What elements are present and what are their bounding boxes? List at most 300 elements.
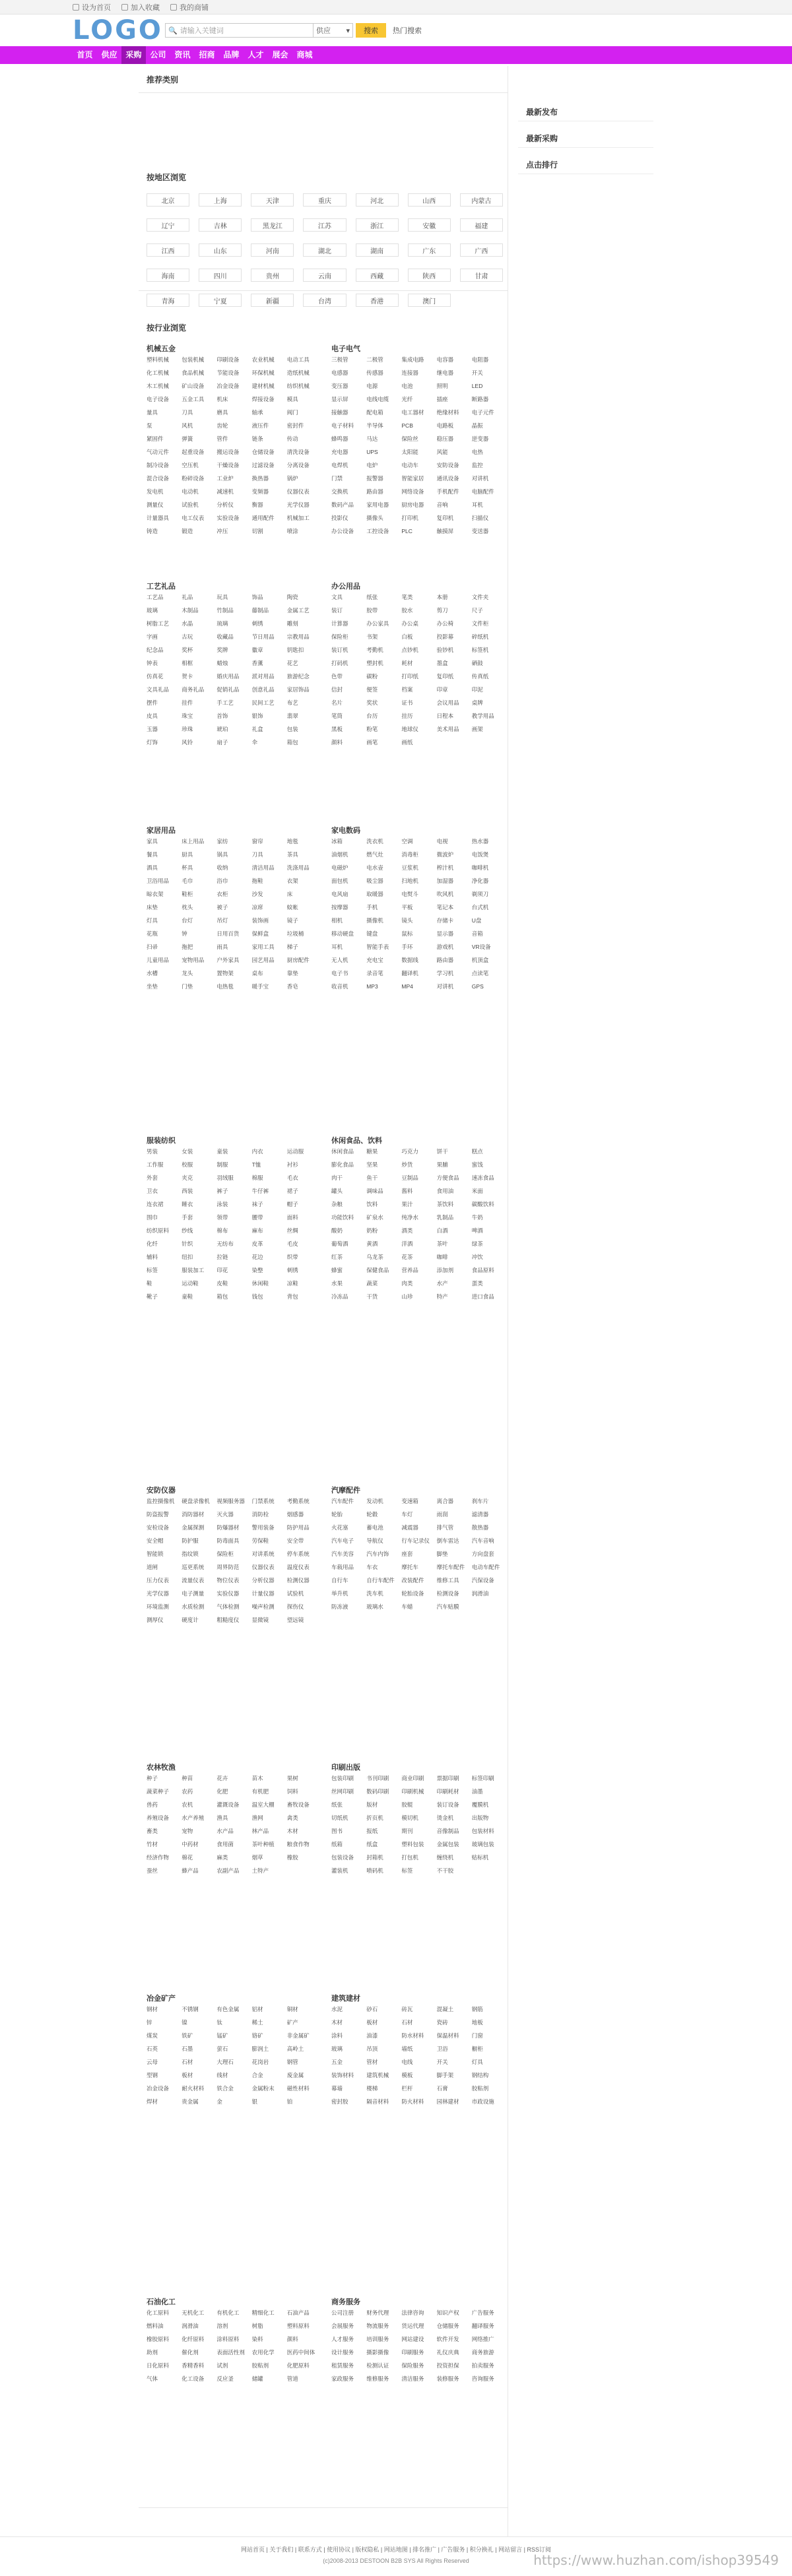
category-link[interactable]: 中药材 (182, 1841, 199, 1848)
category-link[interactable]: 拖把 (182, 944, 193, 950)
category-link[interactable]: 文件柜 (471, 620, 489, 627)
category-link[interactable]: 智能手表 (366, 944, 389, 950)
category-link[interactable]: 票据印刷 (436, 1775, 459, 1782)
category-link[interactable]: 喷涂 (286, 528, 298, 534)
category-link[interactable]: 办公桌 (401, 620, 418, 627)
category-link[interactable]: 特产 (436, 1293, 448, 1300)
category-link[interactable]: 刀具 (182, 409, 193, 416)
category-link[interactable]: 知识产权 (436, 2309, 459, 2316)
category-link[interactable]: 羽绒服 (216, 1175, 234, 1181)
category-link[interactable]: 锰矿 (216, 2032, 228, 2039)
category-link[interactable]: 电阻器 (471, 356, 489, 363)
category-link[interactable]: 种苗 (182, 1775, 193, 1782)
category-link[interactable]: 键盘 (366, 930, 378, 937)
category-link[interactable]: 本册 (436, 594, 448, 600)
nav-item[interactable]: 商城 (296, 50, 313, 59)
category-link[interactable]: 色带 (331, 673, 343, 680)
category-link[interactable]: 不锈钢 (182, 2006, 199, 2012)
category-link[interactable]: 鼠标 (401, 930, 413, 937)
category-link[interactable]: 美术用品 (436, 726, 459, 732)
area-item[interactable]: 澳门 (408, 294, 451, 307)
category-link[interactable]: 香薰 (251, 660, 263, 666)
nav-item[interactable]: 供应 (101, 50, 117, 59)
category-link[interactable]: 噪声检测 (251, 1603, 275, 1610)
category-link[interactable]: 净化器 (471, 878, 489, 884)
area-item[interactable]: 香港 (356, 294, 399, 307)
category-link[interactable]: 字画 (147, 633, 158, 640)
category-link[interactable]: 毛衣 (286, 1175, 298, 1181)
category-link[interactable]: 进口食品 (471, 1293, 494, 1300)
category-link[interactable]: 宠物 (182, 1828, 193, 1834)
category-link[interactable]: 电路板 (436, 422, 454, 429)
category-link[interactable]: 包装材料 (471, 1828, 494, 1834)
category-link[interactable]: 电子元件 (471, 409, 494, 416)
category-link[interactable]: 钛 (216, 2019, 222, 2026)
category-link[interactable]: 智能家居 (401, 475, 424, 482)
category-link[interactable]: 仓储服务 (436, 2323, 459, 2329)
category-link[interactable]: 奖杯 (182, 647, 193, 653)
area-item[interactable]: 贵州 (251, 269, 294, 282)
category-link[interactable]: 传真纸 (471, 673, 489, 680)
category-link[interactable]: 乳制品 (436, 1214, 454, 1221)
category-link[interactable]: 硬度计 (182, 1617, 199, 1623)
category-link[interactable]: 拍卖服务 (471, 2362, 494, 2369)
category-link[interactable]: 胶辊 (401, 1801, 413, 1808)
category-link[interactable]: 化纤原料 (182, 2336, 205, 2342)
category-link[interactable]: 家政服务 (331, 2375, 354, 2382)
search-button[interactable]: 搜索 (356, 23, 386, 38)
category-link[interactable]: 管道 (286, 2375, 298, 2382)
category-link[interactable]: 灯具 (147, 917, 158, 924)
category-link[interactable]: 养殖设备 (147, 1815, 170, 1821)
category-link[interactable]: 充电宝 (366, 957, 383, 963)
category-link[interactable]: 蚊帐 (286, 904, 298, 911)
category-link[interactable]: 黄酒 (366, 1240, 378, 1247)
category-link[interactable]: 渔具 (216, 1815, 228, 1821)
category-link[interactable]: 餐具 (147, 851, 158, 858)
industry-section-title[interactable]: 冶金矿产 (147, 1995, 176, 2003)
category-link[interactable]: 标签印刷 (471, 1775, 494, 1782)
category-link[interactable]: 装订 (331, 607, 343, 614)
category-link[interactable]: 画纸 (401, 739, 413, 746)
category-link[interactable]: GPS (471, 983, 484, 990)
category-link[interactable]: 坐垫 (147, 983, 158, 990)
category-link[interactable]: 汽车美容 (331, 1551, 354, 1557)
category-link[interactable]: 汽保设备 (471, 1577, 494, 1584)
category-link[interactable]: 橱柜 (471, 2045, 483, 2052)
category-link[interactable]: 睡衣 (182, 1201, 193, 1208)
category-link[interactable]: 油漆 (366, 2032, 378, 2039)
category-link[interactable]: 蛋类 (471, 1280, 483, 1287)
category-link[interactable]: 版材 (366, 1801, 378, 1808)
category-link[interactable]: 防水材料 (401, 2032, 424, 2039)
category-link[interactable]: 洋酒 (401, 1240, 413, 1247)
category-link[interactable]: 钟 (182, 930, 187, 937)
category-link[interactable]: 纸张 (331, 1801, 343, 1808)
category-link[interactable]: 粗糙度仪 (216, 1617, 240, 1623)
category-link[interactable]: 胶水 (401, 607, 413, 614)
category-link[interactable]: 商业印刷 (401, 1775, 424, 1782)
category-link[interactable]: 炒货 (401, 1161, 413, 1168)
category-link[interactable]: 饲料 (286, 1788, 298, 1795)
category-link[interactable]: 粮食作物 (286, 1841, 310, 1848)
category-link[interactable]: 速冻食品 (471, 1175, 494, 1181)
category-link[interactable]: 钢结构 (471, 2072, 489, 2078)
category-link[interactable]: 石材 (401, 2019, 413, 2026)
category-link[interactable]: 举升机 (331, 1590, 348, 1597)
category-link[interactable]: 马达 (366, 435, 378, 442)
category-link[interactable]: 商务礼品 (182, 686, 205, 693)
category-link[interactable]: 纺织原料 (147, 1227, 170, 1234)
category-link[interactable]: 帽子 (286, 1201, 298, 1208)
category-link[interactable]: 烫金机 (436, 1815, 454, 1821)
category-link[interactable]: 法律咨询 (401, 2309, 424, 2316)
category-link[interactable]: 咖啡机 (471, 864, 489, 871)
category-link[interactable]: 灭火器 (216, 1511, 234, 1518)
category-link[interactable]: 水产品 (216, 1828, 234, 1834)
category-link[interactable]: 冶金设备 (216, 383, 240, 389)
industry-section-title[interactable]: 印刷出版 (331, 1764, 360, 1772)
area-item[interactable]: 江苏 (303, 218, 346, 232)
category-link[interactable]: 手机 (366, 904, 378, 911)
category-link[interactable]: 沙发 (251, 891, 263, 897)
category-link[interactable]: 纸盒 (366, 1841, 378, 1848)
category-link[interactable]: 橡胶 (286, 1854, 298, 1861)
category-link[interactable]: 配电箱 (366, 409, 383, 416)
category-link[interactable]: 置物架 (216, 970, 234, 977)
category-link[interactable]: 方便食品 (436, 1175, 459, 1181)
category-link[interactable]: 奖状 (366, 699, 378, 706)
category-link[interactable]: 对讲机 (471, 475, 489, 482)
category-link[interactable]: 煤炭 (147, 2032, 158, 2039)
category-link[interactable]: 广告服务 (471, 2309, 494, 2316)
category-link[interactable]: 领带 (216, 1214, 228, 1221)
category-link[interactable]: 验钞机 (436, 647, 454, 653)
category-link[interactable]: 档案 (401, 686, 413, 693)
industry-section-title[interactable]: 服装纺织 (147, 1137, 176, 1145)
category-link[interactable]: 印花 (216, 1267, 228, 1273)
category-link[interactable]: 保健食品 (366, 1267, 389, 1273)
area-item[interactable]: 重庆 (303, 193, 346, 207)
category-link[interactable]: 台灯 (182, 917, 193, 924)
category-link[interactable]: 链条 (251, 435, 263, 442)
category-link[interactable]: 冲压 (216, 528, 228, 534)
category-link[interactable]: 裙子 (286, 1188, 298, 1194)
category-link[interactable]: 宗教用品 (286, 633, 310, 640)
category-link[interactable]: 食品原料 (471, 1267, 494, 1273)
category-link[interactable]: 碳酸饮料 (471, 1201, 494, 1208)
category-link[interactable]: 工作服 (147, 1161, 164, 1168)
category-link[interactable]: 运动鞋 (182, 1280, 199, 1287)
footer-links[interactable]: 网站首页 | 关于我们 | 联系方式 | 使用协议 | 版权隐私 | 网站地图 | 排名推广 | 广告服务 | 积分换礼 | 网站留言 | RSS订阅 (241, 2546, 551, 2553)
category-link[interactable]: 水晶 (182, 620, 193, 627)
category-link[interactable]: 楼梯 (366, 2085, 378, 2092)
category-link[interactable]: 啤酒 (471, 1227, 483, 1234)
category-link[interactable]: 电感器 (331, 370, 348, 376)
category-link[interactable]: 胶带 (366, 607, 378, 614)
category-link[interactable]: 空压机 (182, 462, 199, 468)
industry-section-title[interactable]: 家居用品 (147, 827, 176, 835)
category-link[interactable]: 茶具 (286, 851, 298, 858)
category-link[interactable]: 花瓶 (147, 930, 158, 937)
category-link[interactable]: 电水壶 (366, 864, 383, 871)
category-link[interactable]: 农药 (182, 1788, 193, 1795)
category-link[interactable]: 牛仔裤 (251, 1188, 269, 1194)
category-link[interactable]: 手机配件 (436, 488, 459, 495)
category-link[interactable]: 台式机 (471, 904, 489, 911)
category-link[interactable]: 风能 (436, 449, 448, 455)
category-link[interactable]: 塑料包装 (401, 1841, 424, 1848)
industry-section-title[interactable]: 商务服务 (331, 2298, 360, 2306)
category-link[interactable]: 车载用品 (331, 1564, 354, 1570)
category-link[interactable]: 果脯 (436, 1161, 448, 1168)
area-item[interactable]: 广东 (408, 243, 451, 257)
category-link[interactable]: 消毒柜 (401, 851, 418, 858)
category-link[interactable]: 试验机 (286, 1590, 304, 1597)
category-link[interactable]: 纱线 (182, 1227, 193, 1234)
category-link[interactable]: 清洗设备 (286, 449, 310, 455)
category-link[interactable]: 刹车片 (471, 1498, 489, 1504)
category-link[interactable]: 精细化工 (251, 2309, 275, 2316)
category-link[interactable]: 乌龙茶 (366, 1254, 383, 1260)
category-link[interactable]: 地板 (471, 2019, 483, 2026)
category-link[interactable]: 门禁 (331, 475, 343, 482)
category-link[interactable]: 铁矿 (182, 2032, 193, 2039)
category-link[interactable]: 装修服务 (436, 2375, 459, 2382)
category-link[interactable]: 汽车配件 (331, 1498, 354, 1504)
category-link[interactable]: 消防器材 (182, 1511, 205, 1518)
category-link[interactable]: 石材 (182, 2059, 193, 2065)
category-link[interactable]: 肉干 (331, 1175, 343, 1181)
category-link[interactable]: 化工设备 (182, 2375, 205, 2382)
category-link[interactable]: 酒具 (147, 864, 158, 871)
category-link[interactable]: 试验机 (182, 501, 199, 508)
category-link[interactable]: 旅游纪念 (286, 673, 310, 680)
category-link[interactable]: 无机化工 (182, 2309, 205, 2316)
category-link[interactable]: 冷冻品 (331, 1293, 348, 1300)
category-link[interactable]: 肉类 (401, 1280, 413, 1287)
category-link[interactable]: 收藏品 (216, 633, 234, 640)
area-item[interactable]: 四川 (199, 269, 242, 282)
category-link[interactable]: 不干胶 (436, 1867, 454, 1874)
area-item[interactable]: 上海 (199, 193, 242, 207)
category-link[interactable]: 面料 (286, 1214, 298, 1221)
category-link[interactable]: 燃料油 (147, 2323, 164, 2329)
category-link[interactable]: 搬运设备 (216, 449, 240, 455)
category-link[interactable]: 麻布 (251, 1227, 263, 1234)
category-link[interactable]: 桌布 (251, 970, 263, 977)
category-link[interactable]: 设计服务 (331, 2349, 354, 2356)
category-link[interactable]: 香皂 (286, 983, 298, 990)
category-link[interactable]: 网络设备 (401, 488, 424, 495)
category-link[interactable]: 运动服 (286, 1148, 304, 1155)
category-link[interactable]: 墙纸 (401, 2045, 413, 2052)
nav-item[interactable]: 招商 (199, 50, 215, 59)
category-link[interactable]: 卫衣 (147, 1188, 158, 1194)
category-link[interactable]: 日化原料 (147, 2362, 170, 2369)
category-link[interactable]: 汽车电子 (331, 1537, 354, 1544)
category-link[interactable]: 蓄电池 (366, 1524, 383, 1531)
category-link[interactable]: 座套 (401, 1551, 413, 1557)
category-link[interactable]: 变速箱 (401, 1498, 418, 1504)
category-link[interactable]: 家居饰品 (286, 686, 310, 693)
category-link[interactable]: 书刊印刷 (366, 1775, 389, 1782)
category-link[interactable]: 照明 (436, 383, 448, 389)
category-link[interactable]: 存储卡 (436, 917, 454, 924)
category-link[interactable]: MP3 (366, 983, 378, 990)
category-link[interactable]: 休闲鞋 (251, 1280, 269, 1287)
category-link[interactable]: 凉鞋 (286, 1280, 298, 1287)
category-link[interactable]: 碳粉 (366, 673, 378, 680)
category-link[interactable]: 干货 (366, 1293, 378, 1300)
category-link[interactable]: 纸张 (366, 594, 378, 600)
topbar-link[interactable] (73, 2, 111, 13)
category-link[interactable]: 咖啡 (436, 1254, 448, 1260)
category-link[interactable]: 光纤 (401, 396, 413, 402)
category-link[interactable]: 金 (216, 2098, 222, 2105)
category-link[interactable]: 耳机 (331, 944, 343, 950)
category-link[interactable]: 农业机械 (251, 356, 275, 363)
category-link[interactable]: 电线电缆 (366, 396, 389, 402)
category-link[interactable]: 电工仪表 (182, 515, 205, 521)
category-link[interactable]: 砂石 (366, 2006, 378, 2012)
category-link[interactable]: 硒鼓 (471, 660, 483, 666)
category-link[interactable]: 导航仪 (366, 1537, 383, 1544)
category-link[interactable]: 纯净水 (401, 1214, 418, 1221)
category-link[interactable]: 花艺 (286, 660, 298, 666)
category-link[interactable]: 商务旅游 (471, 2349, 494, 2356)
category-link[interactable]: 板材 (366, 2019, 378, 2026)
category-link[interactable]: 计量器具 (147, 515, 170, 521)
category-link[interactable]: 混凝土 (436, 2006, 454, 2012)
category-link[interactable]: 轮胎设备 (401, 1590, 424, 1597)
category-link[interactable]: 翻译机 (401, 970, 418, 977)
category-link[interactable]: 流量仪表 (182, 1577, 205, 1584)
category-link[interactable]: 散热器 (471, 1524, 489, 1531)
category-link[interactable]: 印泥 (471, 686, 483, 693)
category-link[interactable]: 光学仪器 (286, 501, 310, 508)
category-link[interactable]: 蜂鸣器 (331, 435, 348, 442)
category-link[interactable]: 取暖器 (366, 891, 383, 897)
category-link[interactable]: 洗衣机 (366, 838, 383, 845)
category-link[interactable]: 气动元件 (147, 449, 170, 455)
category-link[interactable]: 辅料 (147, 1254, 158, 1260)
category-link[interactable]: 线材 (216, 2072, 228, 2078)
category-link[interactable]: 变压器 (331, 383, 348, 389)
category-link[interactable]: 瓷砖 (436, 2019, 448, 2026)
category-link[interactable]: 巧克力 (401, 1148, 418, 1155)
category-link[interactable]: 户外家具 (216, 957, 240, 963)
category-link[interactable]: 电热毯 (216, 983, 234, 990)
category-link[interactable]: 三极管 (331, 356, 348, 363)
category-link[interactable]: 床垫 (147, 904, 158, 911)
category-link[interactable]: 家用工具 (251, 944, 275, 950)
category-link[interactable]: 会议用品 (436, 699, 459, 706)
category-link[interactable]: 自行车配件 (366, 1577, 395, 1584)
category-link[interactable]: 电线 (401, 2059, 413, 2065)
category-link[interactable]: 平板 (401, 904, 413, 911)
category-link[interactable]: 证书 (401, 699, 413, 706)
category-link[interactable]: 翻译服务 (471, 2323, 494, 2329)
category-link[interactable]: 显示器 (436, 930, 454, 937)
category-link[interactable]: 扫帚 (147, 944, 158, 950)
logo[interactable]: LOGO (73, 15, 163, 46)
category-link[interactable]: 膨润土 (251, 2045, 269, 2052)
category-link[interactable]: 对讲系统 (251, 1551, 275, 1557)
category-link[interactable]: 日程本 (436, 713, 454, 719)
category-link[interactable]: 摄像头 (366, 515, 383, 521)
category-link[interactable]: 工艺品 (147, 594, 164, 600)
category-link[interactable]: 鞋 (147, 1280, 152, 1287)
category-link[interactable]: 翡翠 (286, 713, 298, 719)
category-link[interactable]: 印刷设备 (216, 356, 240, 363)
category-link[interactable]: 酱料 (401, 1188, 413, 1194)
category-link[interactable]: 游戏机 (436, 944, 454, 950)
category-link[interactable]: 家用电器 (366, 501, 389, 508)
category-link[interactable]: 畜牧设备 (286, 1801, 310, 1808)
category-link[interactable]: 纸箱 (331, 1841, 343, 1848)
category-link[interactable]: 打印机 (401, 515, 418, 521)
category-link[interactable]: 水产养殖 (182, 1815, 205, 1821)
category-link[interactable]: 电动机 (182, 488, 199, 495)
category-link[interactable]: 缠绕机 (436, 1854, 454, 1861)
category-link[interactable]: 清洁用品 (251, 864, 275, 871)
category-link[interactable]: 腰带 (251, 1214, 263, 1221)
category-link[interactable]: 数据线 (401, 957, 418, 963)
category-link[interactable]: 点读笔 (471, 970, 489, 977)
category-link[interactable]: 考勤系统 (286, 1498, 310, 1504)
area-item[interactable]: 云南 (303, 269, 346, 282)
category-link[interactable]: 投资担保 (436, 2362, 459, 2369)
category-link[interactable]: 化纤 (147, 1240, 158, 1247)
category-link[interactable]: 维修服务 (366, 2375, 389, 2382)
category-link[interactable]: 冶金设备 (147, 2085, 170, 2092)
category-link[interactable]: 计量仪器 (251, 1590, 275, 1597)
category-link[interactable]: 电饭煲 (471, 851, 489, 858)
category-link[interactable]: 耗材 (401, 660, 413, 666)
category-link[interactable]: 香精香料 (182, 2362, 205, 2369)
category-link[interactable]: 防护用品 (286, 1524, 310, 1531)
category-link[interactable]: 分析仪器 (251, 1577, 275, 1584)
category-link[interactable]: 派对用品 (251, 673, 275, 680)
category-link[interactable]: 电动车配件 (471, 1564, 500, 1570)
category-link[interactable]: 人才服务 (331, 2336, 354, 2342)
category-link[interactable]: 珍珠 (182, 726, 193, 732)
category-link[interactable]: 杯具 (182, 864, 193, 871)
category-link[interactable]: 林产品 (251, 1828, 269, 1834)
category-link[interactable]: 水产 (436, 1280, 448, 1287)
category-link[interactable]: UPS (366, 449, 378, 455)
area-item[interactable]: 河北 (356, 193, 399, 207)
category-link[interactable]: 卫浴 (436, 2045, 448, 2052)
category-link[interactable]: 玉器 (147, 726, 158, 732)
category-link[interactable]: 化工原料 (147, 2309, 170, 2316)
category-link[interactable]: 调味品 (366, 1188, 383, 1194)
category-link[interactable]: 逆变器 (471, 435, 489, 442)
category-link[interactable]: 栏杆 (401, 2085, 413, 2092)
category-link[interactable]: 阀门 (286, 409, 298, 416)
search-type-select[interactable] (314, 23, 353, 38)
category-link[interactable]: 录音笔 (366, 970, 383, 977)
category-link[interactable]: 门垫 (182, 983, 193, 990)
industry-section-title[interactable]: 家电数码 (331, 827, 360, 835)
category-link[interactable]: 模板 (401, 2072, 413, 2078)
category-link[interactable]: 石英 (147, 2045, 158, 2052)
category-link[interactable]: 刺绣 (251, 620, 263, 627)
area-item[interactable]: 浙江 (356, 218, 399, 232)
category-link[interactable]: 笔记本 (436, 904, 454, 911)
category-link[interactable]: 行车记录仪 (401, 1537, 430, 1544)
